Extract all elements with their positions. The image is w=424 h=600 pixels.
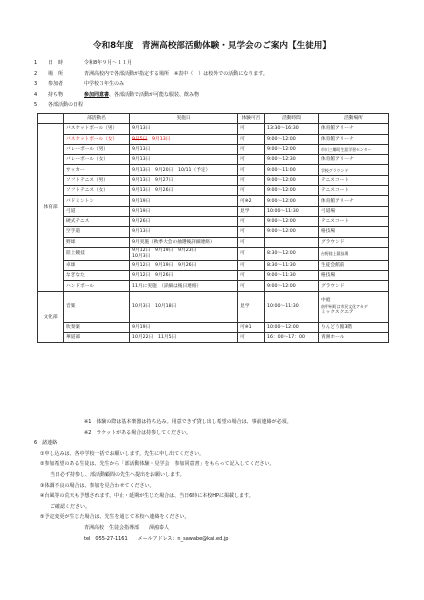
club-ok: 可 (238, 155, 265, 165)
table-row (38, 216, 389, 226)
club-place: 台野陸上競技場 (319, 247, 389, 260)
club-time: 8:30～11:30 (265, 260, 319, 270)
club-name: 弓道 (64, 206, 130, 216)
club-time: 9:00～12:30 (265, 155, 319, 165)
note-line: 当日必ず持参し、部活動顧問の先生へ提出をお願いします。 (50, 471, 185, 478)
note-line: ①申し込みは、各中学校一括でお願いします。先生に申し出てください。 (40, 450, 205, 457)
club-ok: 可 (238, 237, 265, 247)
club-dates: 9月13日 (130, 155, 238, 165)
info-value: 中学校３年生のみ (84, 81, 125, 88)
category-sports: 体育部 (38, 124, 64, 291)
header-place: 活動場所 (319, 114, 389, 124)
header-time: 活動時間 (265, 114, 319, 124)
info-number: 4 (34, 91, 38, 98)
club-time: 9:00～12:00 (265, 175, 319, 185)
club-time: 13:30～16:30 (265, 124, 319, 134)
note-line: ※1 体験の際は基本楽器は持ち込み。用意できず貸し出し希望の場合は、事前連絡が必須。 (84, 419, 292, 425)
dates-revised: 9月13日 (152, 136, 171, 142)
club-time: 16：00～17：00 (265, 333, 319, 343)
club-dates: 9月19日 (130, 322, 238, 332)
club-place: りんどう館3階 (319, 322, 389, 332)
note-line: ④台風等の荒天も予想されます。中止・延期が生じた場合は、当日6時に本校HPに掲載します。 (40, 493, 254, 500)
club-time: 9:00～12:00 (265, 196, 319, 206)
club-time: 9:00～12:00 (265, 227, 319, 237)
club-time: 8:30～12:00 (265, 247, 319, 260)
category-culture: 文化部 (38, 291, 64, 343)
club-place: 体育館アリーナ (319, 196, 389, 206)
table-row (38, 291, 389, 322)
club-ok: 可 (238, 134, 265, 144)
club-ok: 可 (238, 175, 265, 185)
table-row (38, 124, 389, 134)
club-place: 青洲ホール (319, 333, 389, 343)
table-row (38, 134, 389, 144)
table-row (38, 322, 389, 332)
club-time: 9:00～12:00 (265, 186, 319, 196)
club-name: ハンドボール (64, 281, 130, 291)
club-place: 弓道場 (319, 206, 389, 216)
place-line-1: 中庭 (321, 297, 331, 303)
club-ok: 可 (238, 186, 265, 196)
club-dates: 9月13日 (130, 227, 238, 237)
club-ok: 可 (238, 216, 265, 226)
club-time: 10:00～11:30 (265, 206, 319, 216)
info-number: 1 (34, 60, 38, 66)
club-name: ソフトテニス（男） (64, 175, 130, 185)
info-label: 参加者 (48, 81, 64, 88)
club-place: 格技場 (319, 227, 389, 237)
note-line: ご確認ください。 (50, 503, 91, 510)
club-dates: 10月22日 11月5日 (130, 333, 238, 343)
consent-form-emphasis: 参加同意書 (84, 91, 110, 98)
info-belongings (34, 90, 414, 101)
club-ok: 可 (238, 227, 265, 237)
info-number: 5 (34, 102, 38, 109)
club-place: 学校グラウンド (319, 165, 389, 175)
place-line-3: ミックスクエア (321, 309, 354, 315)
club-dates (130, 247, 238, 260)
info-datetime (34, 58, 414, 69)
club-place: グラウンド (319, 281, 389, 291)
header-category (38, 114, 64, 124)
club-place: グラウンド (319, 237, 389, 247)
dates-line-1: 9月12日 9月19日 9月23日 (132, 247, 197, 253)
club-name: ソフトテニス（女） (64, 186, 130, 196)
header-dates: 実施日 (130, 114, 238, 124)
club-name: 空手道 (64, 227, 130, 237)
header-ok: 体験可否 (238, 114, 265, 124)
club-dates: 9月12日 9月19日 9月26日 (130, 260, 238, 270)
notes-section (34, 417, 414, 544)
club-dates: 9月13日 9月26日 (130, 186, 238, 196)
table-row (38, 206, 389, 216)
page-title: 令和8年度 青洲高校部活動体験・見学会のご案内【生徒用】 (92, 41, 331, 51)
info-schedule (34, 100, 414, 111)
table-row (38, 271, 389, 281)
club-name: 硬式テニス (64, 216, 130, 226)
table-row (38, 260, 389, 270)
table-row (38, 186, 389, 196)
club-dates: 9月19日 (130, 196, 238, 206)
club-ok: 見学 (238, 291, 265, 322)
club-dates: 9月13日 9月27日 (130, 175, 238, 185)
info-label: 持ち物 (48, 91, 64, 98)
club-ok: 可 (238, 271, 265, 281)
club-time: 9:00～11:30 (265, 271, 319, 281)
club-dates: 9月26日 (130, 216, 238, 226)
table-row (38, 175, 389, 185)
club-name: バドミントン (64, 196, 130, 206)
club-name: バスケットボール（女） (64, 134, 130, 144)
club-place (319, 291, 389, 322)
club-dates: 9月13日 (130, 124, 238, 134)
table-row (38, 227, 389, 237)
info-label: 場 所 (48, 70, 64, 77)
club-name: バレーボール（男） (64, 144, 130, 154)
club-name: 音楽 (64, 291, 130, 322)
club-name: 卓球 (64, 260, 130, 270)
place-line-2: 南甲州町は市民文化アカデ (321, 303, 368, 309)
club-dates: 9月13日 9月20日 10/11（予定） (130, 165, 238, 175)
note-line: ③体調不良の場合は、参加を見合わせてください。 (40, 482, 155, 489)
club-name: サッカー (64, 165, 130, 175)
club-time: 10:00～11:30 (265, 291, 319, 322)
table-row (38, 281, 389, 291)
table-row (38, 333, 389, 343)
club-ok: 可※2 (238, 196, 265, 206)
table-row (38, 155, 389, 165)
club-time: 9:00～12:00 (265, 216, 319, 226)
club-name: 野球 (64, 237, 130, 247)
dates-line-2: 10月3日 (132, 253, 151, 259)
info-value: 青洲高校内で各部活動が指定する場所 ※表中（ ）は校外での活動になります。 (84, 70, 268, 77)
table-row (38, 165, 389, 175)
club-place: テニスコート (319, 216, 389, 226)
club-ok: 可 (238, 165, 265, 175)
club-place: 体育館アリーナ (319, 155, 389, 165)
club-dates (130, 134, 238, 144)
info-section (34, 58, 414, 111)
club-place: テニスコート (319, 186, 389, 196)
info-label: 各部活動の日程 (48, 102, 84, 109)
club-time: 9:00～12:00 (265, 281, 319, 291)
club-name: 華道部 (64, 333, 130, 343)
info-number: 3 (34, 81, 38, 88)
table-row (38, 237, 389, 247)
info-value (84, 90, 199, 101)
info-label: 日 時 (48, 60, 64, 66)
info-value: 令和8年９月～１１月 (84, 60, 133, 66)
club-dates: 9月19日 (130, 206, 238, 216)
club-place: 生徒会館前 (319, 260, 389, 270)
club-place: 格技場 (319, 271, 389, 281)
schedule-table (37, 113, 389, 343)
club-dates: 10月3日 10月18日 (130, 291, 238, 322)
club-ok: 可 (238, 144, 265, 154)
info-participants (34, 79, 414, 90)
club-time: 9:00～12:00 (265, 134, 319, 144)
info-number: 2 (34, 70, 38, 77)
club-ok: 可 (238, 247, 265, 260)
club-place: テニスコート (319, 175, 389, 185)
note-line: ②参加希望のある生徒は、先生から「部活動体験・見学会 参加同意書」をもらって記入してください。 (40, 461, 275, 468)
club-ok: 可 (238, 260, 265, 270)
club-dates: 9月実施（秋季大会の抽選後詳細連絡） (130, 237, 238, 247)
dates-cancelled: 9月5日 (132, 136, 148, 142)
note-line: ⑤予定変更が生じた場合は、先生を通じて本校へ連絡をください。 (40, 514, 190, 521)
club-name: 陸上競技 (64, 247, 130, 260)
club-place: 体育館アリーナ (319, 134, 389, 144)
contact-phone-email: tel 055-27-1161 メールアドレス：n_sawabe@kai.ed.jp (84, 535, 229, 542)
club-ok: 可 (238, 333, 265, 343)
contact-department: 青洲高校 生徒会指導部 渾鴻泰人 (84, 524, 170, 531)
club-time: 10:00～12:00 (265, 322, 319, 332)
header-club: 部活動名 (64, 114, 130, 124)
club-time: 9:00～12:00 (265, 144, 319, 154)
table-row (38, 196, 389, 206)
club-name: なぎなた (64, 271, 130, 281)
table-row (38, 247, 389, 260)
notes-heading: 6 諸連絡 (34, 440, 58, 447)
club-name: バレーボール（女） (64, 155, 130, 165)
table-header-row (38, 114, 389, 124)
info-place (34, 69, 414, 80)
club-ok: 見学 (238, 206, 265, 216)
club-place: 体育館アリーナ (319, 124, 389, 134)
club-dates: 9月12日 9月26日 (130, 271, 238, 281)
club-ok: 可※1 (238, 322, 265, 332)
club-time (265, 237, 319, 247)
club-dates: 11月に実施 （詳細は後日連絡） (130, 281, 238, 291)
info-value-rest: 、各部活動で活動が可能な服装、飲み物 (109, 91, 200, 98)
club-name: バスケットボール（男） (64, 124, 130, 134)
club-place: 市川三郷町生涯学習センター (319, 144, 389, 154)
club-dates: 9月13日 (130, 144, 238, 154)
club-ok: 可 (238, 124, 265, 134)
note-line: ※2 ラケットがある場合は持参してください。 (84, 429, 192, 436)
club-name: 吹奏楽 (64, 322, 130, 332)
club-ok: 可 (238, 281, 265, 291)
club-time: 9:00～11:00 (265, 165, 319, 175)
table-row (38, 144, 389, 154)
